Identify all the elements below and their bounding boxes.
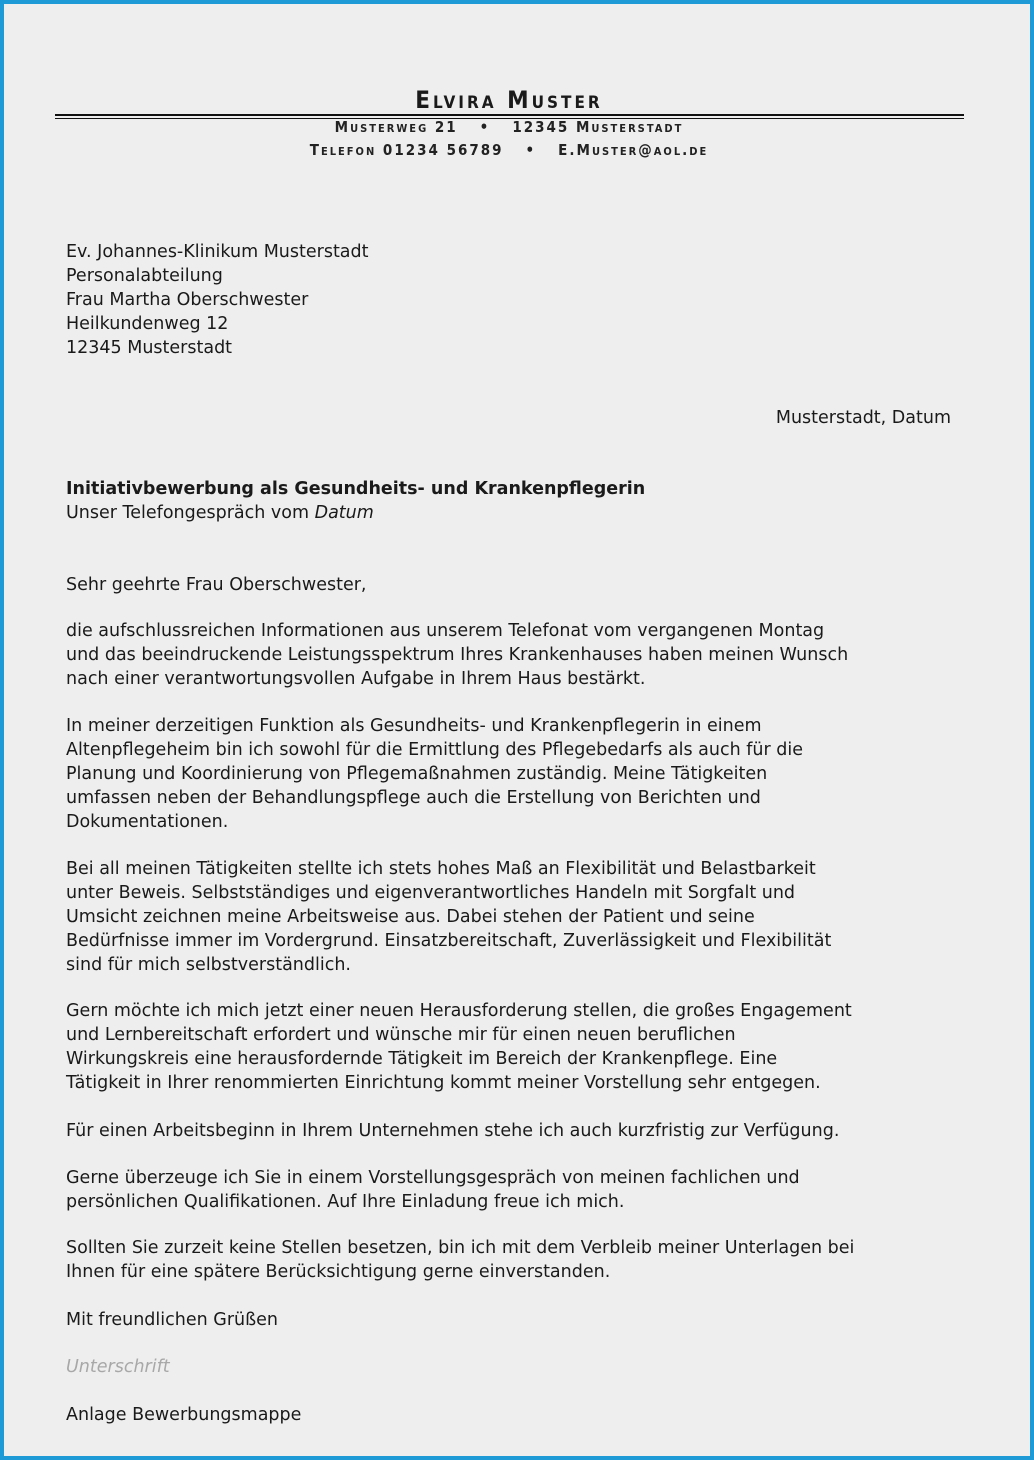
paragraph-line: Altenpflegeheim bin ich sowohl für die Ermittlung des Pflegebedarfs als auch für die	[66, 740, 803, 760]
body-paragraph	[66, 999, 852, 1095]
body-paragraph	[66, 714, 803, 834]
recipient-line: Frau Martha Oberschwester	[66, 290, 309, 310]
sender-city: 12345 Musterstadt	[512, 118, 684, 136]
paragraph-line: In meiner derzeitigen Funktion als Gesundheits- und Krankenpflegerin in einem	[66, 716, 762, 736]
body-paragraph	[66, 1119, 839, 1143]
recipient-line: Personalabteilung	[66, 266, 223, 286]
separator-dot: •	[479, 118, 491, 136]
paragraph-line: Dokumentationen.	[66, 812, 229, 832]
sender-street: Musterweg 21	[334, 118, 458, 136]
recipient-address	[66, 240, 369, 360]
paragraph-line: und das beeindruckende Leistungsspektrum Ihres Krankenhauses haben meinen Wunsch	[66, 645, 849, 665]
paragraph-line: Gerne überzeuge ich Sie in einem Vorstellungsgespräch von meinen fachlichen und	[66, 1168, 800, 1188]
paragraph-line: Planung und Koordinierung von Pflegemaßnahmen zuständig. Meine Tätigkeiten	[66, 764, 768, 784]
paragraph-line: Für einen Arbeitsbeginn in Ihrem Unternehmen stehe ich auch kurzfristig zur Verfügung.	[66, 1121, 840, 1141]
paragraph-line: Ihnen für eine spätere Berücksichtigung gerne einverstanden.	[66, 1262, 611, 1282]
paragraph-line: Bei all meinen Tätigkeiten stellte ich stets hohes Maß an Flexibilität und Belastbarkeit	[66, 859, 816, 879]
paragraph-line: unter Beweis. Selbstständiges und eigenverantwortliches Handeln mit Sorgfalt und	[66, 883, 796, 903]
recipient-line: Heilkundenweg 12	[66, 314, 229, 334]
place-date: Musterstadt, Datum	[775, 408, 951, 428]
paragraph-line: Gern möchte ich mich jetzt einer neuen Herausforderung stellen, die großes Engagement	[66, 1001, 852, 1021]
paragraph-line: sind für mich selbstverständlich.	[66, 955, 351, 975]
signature-placeholder: Unterschrift	[66, 1357, 170, 1377]
paragraph-line: persönlichen Qualifikationen. Auf Ihre Einladung freue ich mich.	[66, 1192, 625, 1212]
subject-reference	[66, 501, 645, 525]
paragraph-line: umfassen neben der Behandlungspflege auch die Erstellung von Berichten und	[66, 788, 761, 808]
paragraph-line: und Lernbereitschaft erfordert und wünsche mir für einen neuen beruflichen	[66, 1025, 736, 1045]
closing: Mit freundlichen Grüßen	[66, 1310, 278, 1330]
sender-email: E.Muster@aol.de	[558, 141, 709, 159]
paragraph-line: die aufschlussreichen Informationen aus unserem Telefonat vom vergangenen Montag	[66, 621, 825, 641]
sender-address	[0, 118, 1018, 136]
enclosure: Anlage Bewerbungsmappe	[66, 1405, 302, 1425]
paragraph-line: Sollten Sie zurzeit keine Stellen besetzen, bin ich mit dem Verbleib meiner Unterlagen bei	[66, 1238, 855, 1258]
paragraph-line: Tätigkeit in Ihrer renommierten Einrichtung kommt meiner Vorstellung sehr entgegen.	[66, 1073, 821, 1093]
paragraph-line: Umsicht zeichnen meine Arbeitsweise aus. Dabei stehen der Patient und seine	[66, 907, 755, 927]
body-paragraph	[66, 857, 831, 977]
paragraph-line: Bedürfnisse immer im Vordergrund. Einsatzbereitschaft, Zuverlässigkeit und Flexibilität	[66, 931, 832, 951]
salutation: Sehr geehrte Frau Oberschwester,	[66, 575, 367, 595]
subject-title: Initiativbewerbung als Gesundheits- und Krankenpflegerin	[66, 479, 646, 499]
body-paragraph	[66, 619, 848, 691]
subject-reference-text: Unser Telefongespräch vom	[66, 503, 315, 523]
paragraph-line: Wirkungskreis eine herausfordernde Tätigkeit im Bereich der Krankenpflege. Eine	[66, 1049, 778, 1069]
recipient-line: 12345 Musterstadt	[66, 338, 233, 358]
sender-phone: Telefon 01234 56789	[309, 141, 504, 159]
separator-dot: •	[525, 141, 537, 159]
subject	[66, 477, 645, 525]
subject-reference-date: Datum	[314, 503, 374, 523]
body-paragraph	[66, 1166, 800, 1214]
recipient-line: Ev. Johannes-Klinikum Musterstadt	[66, 242, 369, 262]
sender-name: Elvira Muster	[415, 86, 603, 114]
body-paragraph	[66, 1236, 854, 1284]
paragraph-line: nach einer verantwortungsvollen Aufgabe in Ihrem Haus bestärkt.	[66, 669, 646, 689]
sender-contact	[0, 141, 1018, 159]
